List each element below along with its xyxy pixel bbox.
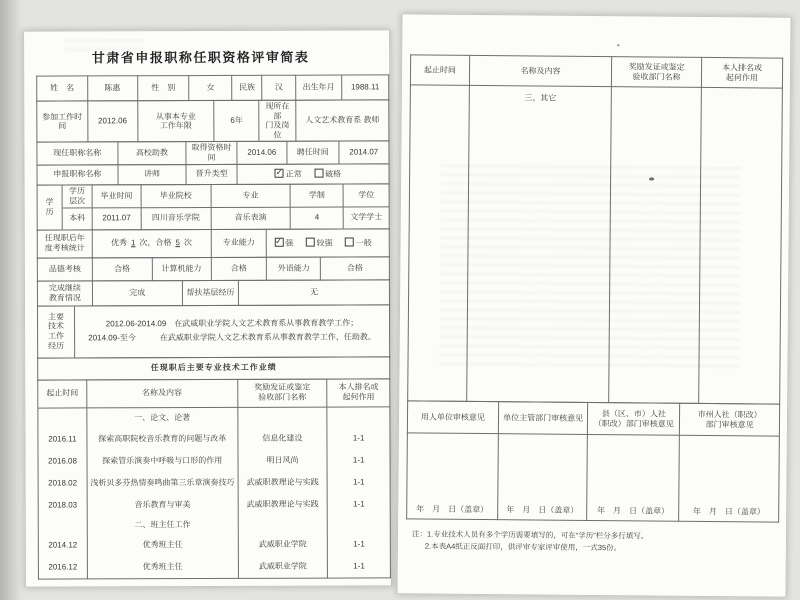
ach-name: 优秀班主任	[87, 534, 238, 557]
review-employer-header: 用人单位审核意见	[407, 401, 498, 434]
ach-date: 2016.12	[38, 556, 87, 578]
ach-date: 2018.02	[38, 472, 87, 494]
birth-label: 出生年月	[296, 75, 342, 100]
edu-major-header: 专业	[211, 184, 291, 207]
ach-rank	[328, 515, 391, 533]
ethnic-label: 民族	[232, 75, 262, 100]
qual-time-label: 取得资格时间	[186, 142, 237, 164]
ability-strong-label: 强	[285, 238, 294, 248]
experience-label: 主要 技术 工作 经历	[37, 306, 74, 358]
ach-header-time: 起止时间	[410, 55, 469, 86]
table-row	[38, 533, 390, 556]
annual-assess-value	[92, 229, 211, 257]
achievements-continued-table	[407, 54, 783, 404]
dept-value: 人文艺术教育系 教师	[296, 100, 389, 142]
assessment-row	[37, 228, 390, 258]
work-start-value: 2012.06	[87, 101, 137, 143]
ach-dept	[238, 516, 328, 534]
gender-value: 女	[189, 75, 232, 100]
ach-header-rank: 本人排名或 起何作用	[327, 378, 390, 406]
footnote-2: 2.本表A4纸正反面打印，供评审专家评审使用，一式35份。	[424, 541, 622, 552]
info-row-2	[36, 99, 389, 143]
years-value: 6年	[214, 100, 259, 142]
form-body-back	[406, 54, 783, 554]
foreign-label: 外语能力	[267, 257, 321, 280]
grassroots-value: 无	[239, 279, 390, 305]
edu-gradtime-header: 毕业时间	[92, 184, 141, 207]
scanner-edge-shadow	[0, 0, 22, 600]
table-row	[38, 427, 390, 450]
foreign-value: 合格	[321, 256, 390, 279]
cont-edu-value: 完成	[92, 280, 182, 305]
annual-pass-count: 5	[175, 238, 180, 248]
ach-header-name: 名称及内容	[469, 55, 612, 86]
ach-name: 音乐教育与审美	[87, 494, 238, 517]
ability-label: 专业能力	[211, 229, 267, 257]
review-opinions-table	[406, 400, 780, 522]
experience-row	[37, 304, 390, 358]
moral-label: 品德考核	[37, 257, 92, 280]
footnote-1: 注：1.专业技术人员有多个学历需要填写的，可在“学历”栏分多行填写。	[411, 529, 649, 541]
hire-time-label: 聘任时间	[287, 141, 339, 163]
ethnic-value: 汉	[262, 75, 296, 100]
review-city-header: 市州人社（职改） 部门审核意见	[680, 403, 780, 436]
checkbox-strong-icon	[274, 238, 283, 247]
years-label: 从事本专业 工作年限	[137, 100, 214, 142]
ach-date: 2014.12	[38, 534, 87, 556]
promo-type-options	[237, 163, 389, 184]
ach-rank: 1-1	[327, 471, 390, 493]
ach-dept: 武威职业学院	[238, 534, 328, 556]
ach-dept: 武威职教理论与实践	[238, 472, 328, 494]
review-employer-dateline: 年 月 日（盖章）	[407, 433, 499, 520]
qual-time-value: 2014.06	[237, 142, 287, 164]
annual-pre: 优秀	[111, 238, 128, 248]
table-row	[38, 471, 390, 494]
ach-date: 2016.11	[38, 428, 87, 450]
birth-value: 1988.11	[341, 75, 388, 100]
table-row	[38, 515, 390, 534]
cur-title-value: 高校助教	[118, 142, 187, 164]
ink-speck	[649, 177, 654, 180]
continuing-edu-row	[37, 279, 390, 306]
edu-duration-header: 学制	[290, 184, 343, 207]
ach-name: 优秀班主任	[87, 556, 238, 579]
annual-assess-label: 任现职后年 度考核统计	[37, 229, 92, 257]
ach-dept: 武威职业学院	[238, 556, 328, 578]
checkbox-exception-icon	[314, 168, 323, 177]
ach-name: 探索高职院校音乐教育的问题与改革	[87, 428, 238, 451]
info-row-4	[36, 163, 389, 185]
achievements-section-title: 任现职后主要专业技术工作业绩	[38, 356, 390, 379]
edu-school-value: 四川音乐学院	[141, 207, 211, 229]
skills-row	[37, 256, 390, 281]
dept-label: 现所在部 门及岗位	[259, 100, 296, 142]
edu-duration-value: 4	[291, 207, 344, 229]
promo-normal-label: 正常	[285, 169, 302, 179]
ach-header-name: 名称及内容	[87, 379, 238, 408]
computer-value: 合格	[211, 257, 267, 280]
info-row-1	[36, 74, 389, 101]
ach-date	[408, 85, 470, 402]
education-table	[37, 183, 390, 230]
ach-dept: 信息化建设	[237, 428, 327, 450]
achievements-title-row	[37, 356, 390, 380]
education-group-label: 学 历	[37, 185, 62, 230]
ink-speck	[617, 44, 619, 46]
work-start-label: 参加工作时间	[37, 101, 88, 143]
annual-excellent-count: 1	[131, 238, 136, 248]
review-supervisor-dateline: 年 月 日（盖章）	[497, 434, 587, 521]
ach-rank: 1-1	[327, 449, 390, 471]
apply-title-value: 讲师	[118, 164, 187, 184]
table-row	[38, 555, 390, 578]
ach-dept: 武威职教理论与实践	[238, 494, 328, 516]
gender-label: 性 别	[137, 76, 189, 101]
ach-date	[38, 516, 87, 534]
hire-time-value: 2014.07	[339, 141, 389, 163]
edu-level-value: 本科	[62, 207, 92, 229]
ach-rank	[327, 406, 390, 427]
ach-dept	[237, 407, 327, 428]
ability-average-label: 一般	[355, 238, 372, 248]
ach-date: 2018.03	[38, 494, 87, 516]
checkbox-average-icon	[345, 237, 354, 246]
cont-edu-label: 完成继续 教育情况	[37, 280, 92, 305]
promo-type-label: 晋升类型	[186, 164, 237, 184]
checkbox-normal-icon	[275, 168, 284, 177]
edu-level-header: 学历 层次	[62, 184, 92, 207]
table-row	[38, 449, 390, 472]
achievements-table	[37, 378, 391, 579]
page-1-front	[23, 29, 392, 587]
promo-exception-label: 破格	[325, 169, 342, 179]
ach-header-rank: 本人排名或 起何作用	[701, 57, 782, 88]
edu-gradtime-value: 2011.07	[92, 207, 141, 229]
table-row	[408, 85, 783, 404]
experience-text: 2012.06-2014.09 在武威职业学院人文艺术教育系从事教育教学工作； 2014.09-至今 在武威职业学院人文艺术教育系从事教育教学工作，任助教。	[74, 304, 389, 357]
ach-dept: 明日风尚	[238, 450, 328, 472]
ach-rank	[699, 87, 783, 404]
form-body	[36, 74, 391, 579]
ach-rank: 1-1	[328, 533, 391, 555]
ach-dept	[609, 87, 701, 404]
ach-header-time: 起止时间	[38, 379, 87, 407]
apply-title-label: 申报职称名称	[37, 164, 118, 184]
ach-header-dept: 奖励发证或鉴定 验收部门名称	[237, 379, 327, 407]
cur-title-label: 现任职称名称	[37, 142, 118, 164]
ach-rank: 1-1	[327, 493, 390, 515]
ach-other-group-label: 三、其它	[466, 85, 611, 402]
computer-label: 计算机能力	[152, 257, 211, 280]
footnotes	[412, 528, 779, 554]
page-2-back	[396, 13, 791, 597]
ability-fairly-strong-label: 较强	[316, 238, 333, 248]
review-county-header: 县（区、市）人社 （职改）部门审核意见	[588, 402, 680, 435]
review-supervisor-header: 单位主管部门审核意见	[498, 402, 588, 435]
table-row	[38, 493, 390, 516]
ach-date	[38, 407, 87, 428]
ach-name: 浅析贝多芬热情奏鸣曲第三乐章演奏技巧	[87, 472, 238, 495]
edu-major-value: 音乐表演	[211, 207, 291, 229]
edu-school-header: 毕业院校	[141, 184, 211, 207]
ach-name: 一、论文、论著	[87, 407, 238, 429]
page-title: 甘肃省申报职称任职资格评审简表	[91, 49, 310, 66]
review-city-dateline: 年 月 日（盖章）	[679, 435, 779, 522]
name-value: 陈惠	[87, 76, 137, 101]
name-label: 姓 名	[37, 76, 88, 101]
review-county-dateline: 年 月 日（盖章）	[587, 434, 680, 521]
edu-degree-header: 学位	[343, 183, 389, 206]
ability-options	[267, 228, 390, 256]
ach-header-dept: 奖励发证或鉴定 验收部门名称	[612, 57, 702, 88]
grassroots-label: 帮扶基层经历	[182, 280, 239, 305]
info-row-3	[36, 141, 389, 165]
ach-rank: 1-1	[328, 555, 391, 577]
ach-name: 探索管乐演奏中呼吸与口形的作用	[87, 450, 238, 473]
checkbox-fairly-strong-icon	[305, 237, 314, 246]
ach-date: 2016.08	[38, 450, 87, 472]
moral-value: 合格	[92, 257, 152, 280]
edu-degree-value: 文学学士	[343, 206, 389, 228]
annual-mid: 次，合格	[139, 238, 172, 248]
table-row	[38, 406, 390, 428]
annual-suf: 次	[183, 238, 192, 248]
table-row	[407, 433, 780, 522]
ach-name: 二、班主任工作	[87, 516, 238, 535]
ach-rank: 1-1	[327, 427, 390, 449]
